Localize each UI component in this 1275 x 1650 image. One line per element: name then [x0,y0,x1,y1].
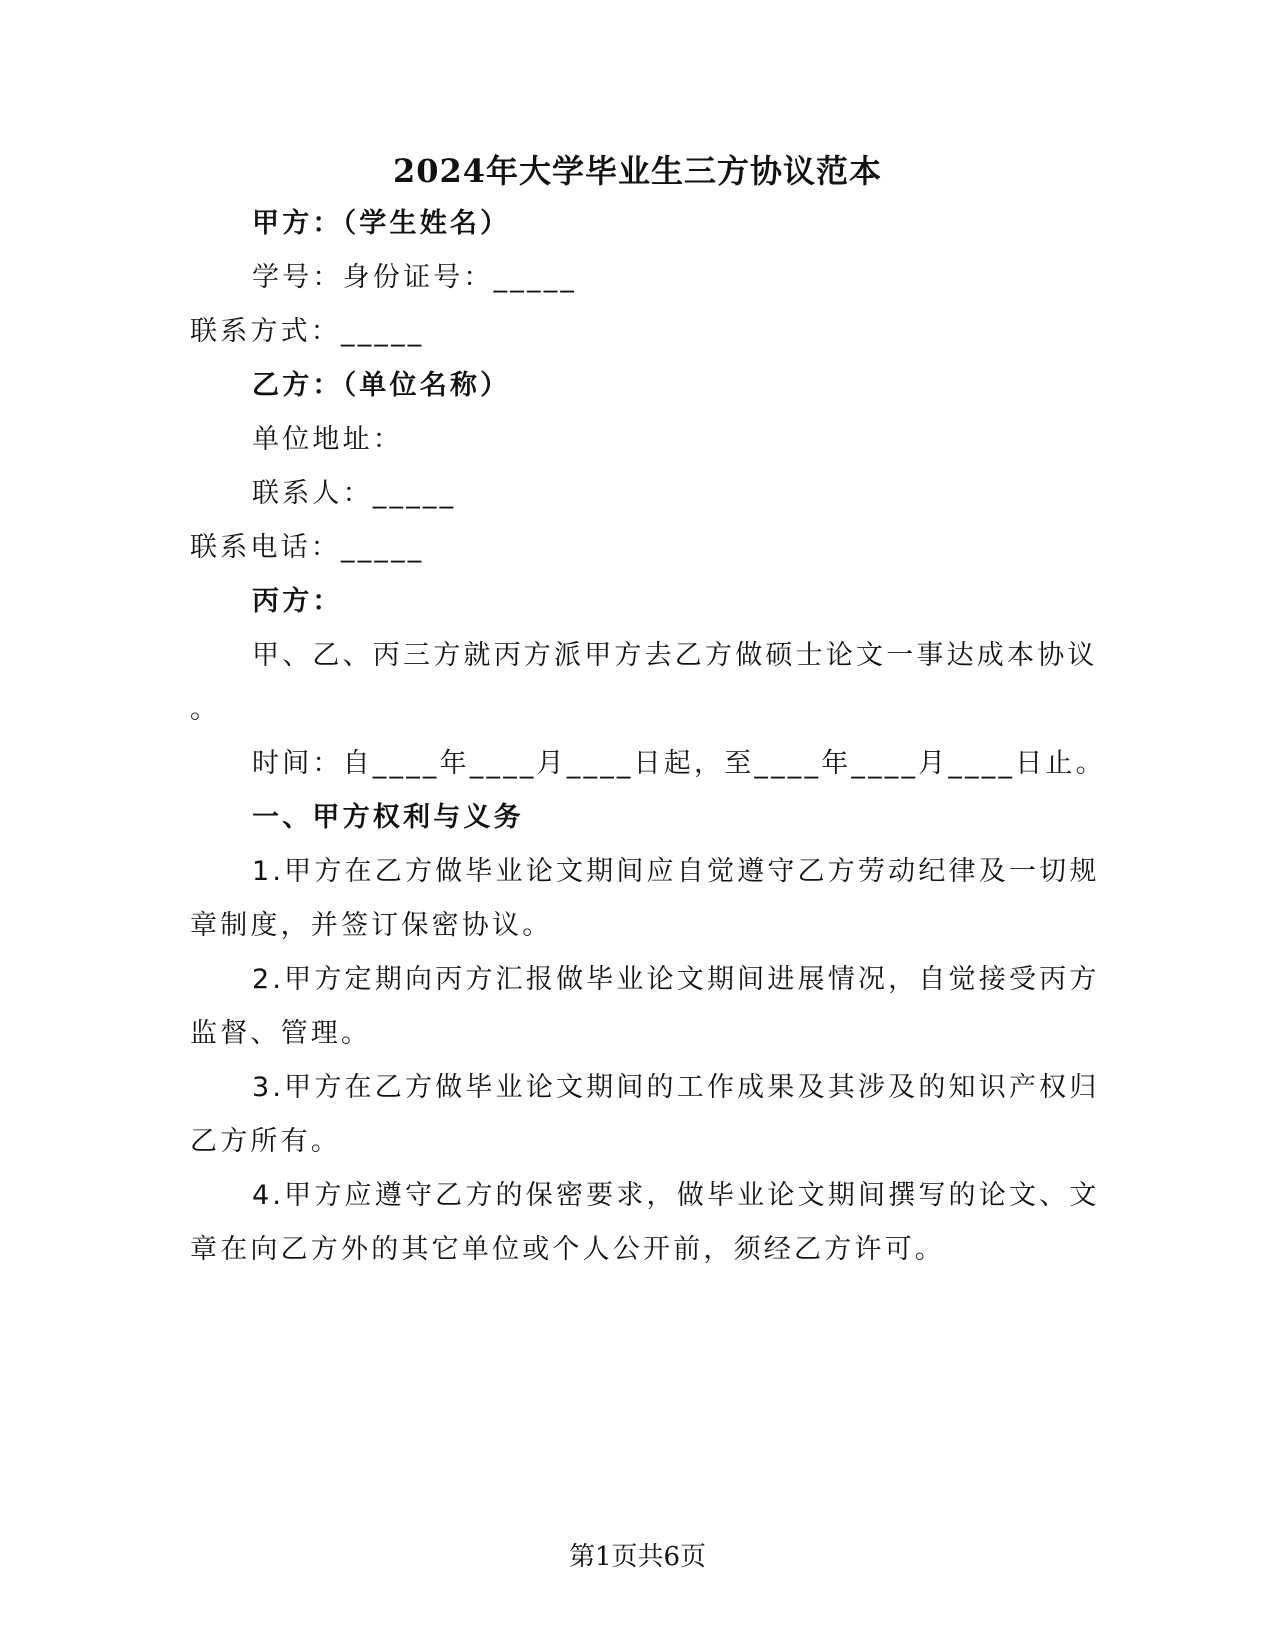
clause-3-line1: 3.甲方在乙方做毕业论文期间的工作成果及其涉及的知识产权归 [252,1072,1100,1103]
party-b-heading: 乙方：（单位名称） [252,370,511,401]
party-b-address-line: 单位地址： [252,424,403,455]
document-title: 2024年大学毕业生三方协议范本 [392,152,883,190]
party-a-id-line: 学号：身份证号：_____ [252,262,578,293]
party-a-contact-line: 联系方式：_____ [190,316,425,347]
clause-2-line2: 监督、管理。 [190,1018,372,1049]
time-line: 时间：自____年____月____日起，至____年____月____日止。 [252,748,1106,779]
section1-heading: 一、甲方权利与义务 [252,802,524,833]
page-number-footer: 第1页共6页 [568,1542,707,1572]
intro-paragraph-line1: 甲、乙、丙三方就丙方派甲方去乙方做硕士论文一事达成本协议 [252,640,1098,671]
party-a-heading: 甲方：（学生姓名） [252,208,511,239]
clause-3-line2: 乙方所有。 [190,1126,341,1157]
clause-4-line2: 章在向乙方外的其它单位或个人公开前，须经乙方许可。 [190,1234,945,1265]
party-b-contact-person-line: 联系人：_____ [252,478,457,509]
clause-4-line1: 4.甲方应遵守乙方的保密要求，做毕业论文期间撰写的论文、文 [252,1180,1100,1211]
party-b-phone-line: 联系电话：_____ [190,532,425,563]
party-c-heading: 丙方： [252,586,343,617]
clause-2-line1: 2.甲方定期向丙方汇报做毕业论文期间进展情况，自觉接受丙方 [252,964,1100,995]
intro-paragraph-line2: 。 [190,694,221,725]
clause-1-line1: 1.甲方在乙方做毕业论文期间应自觉遵守乙方劳动纪律及一切规 [252,856,1100,887]
clause-1-line2: 章制度，并签订保密协议。 [190,910,553,941]
